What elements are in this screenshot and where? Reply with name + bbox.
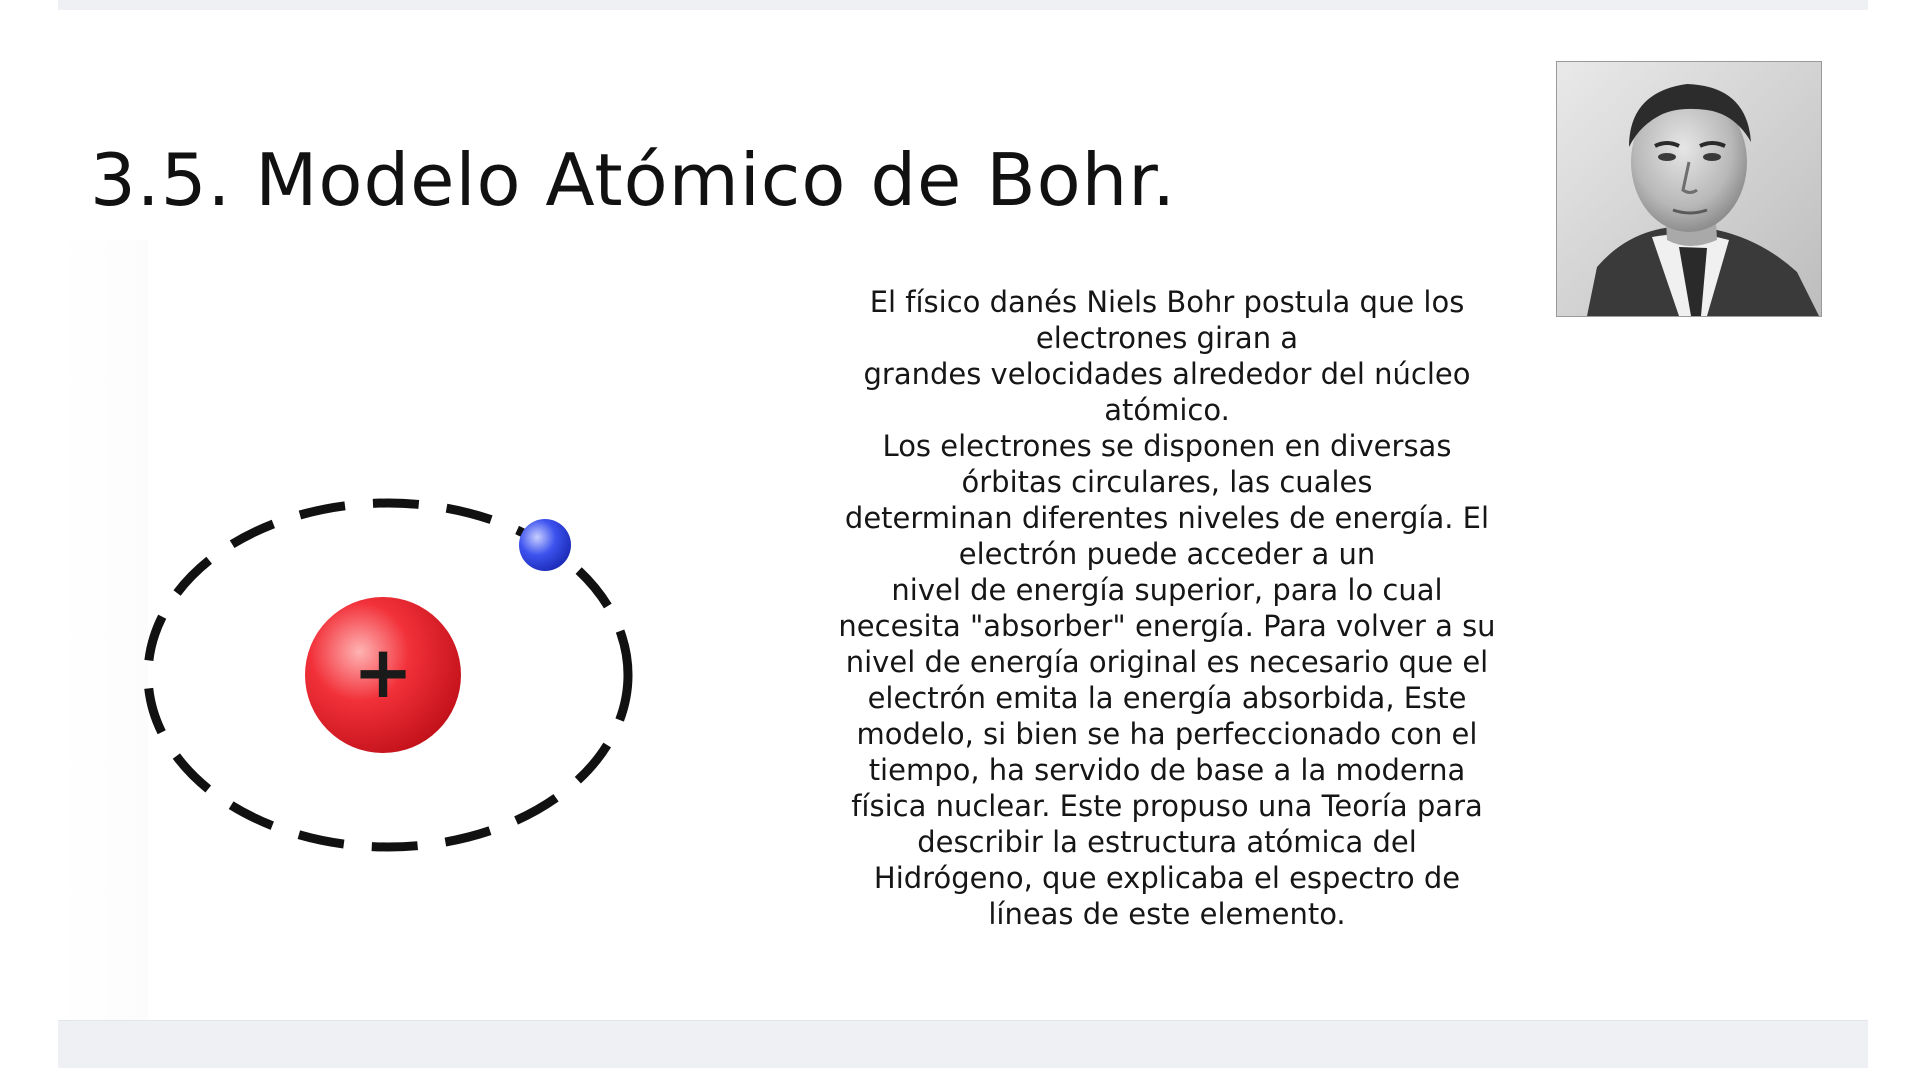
electron xyxy=(519,519,571,571)
niels-bohr-portrait xyxy=(1556,61,1822,317)
slide-bottom-band xyxy=(58,1020,1868,1068)
slide-body-text: El físico danés Niels Bohr postula que los electrones giran a grandes velocidades alrededor del núcleo atómico. Los electrones se disponen en diversas órbitas circulares, las cuales determinan diferentes niveles de energía. El electrón puede acceder a un nivel de energía superior, para lo cual necesita "absorber" energía. Para volver a su nivel de energía original es necesario que el electrón emita la energía absorbida, Este modelo, si bien se ha perfeccionado con el tiempo, ha servido de base a la moderna física nuclear. Este propuso una Teoría para describir la estructura atómica del Hidrógeno, que explicaba el espectro de líneas de este elemento. xyxy=(838,285,1496,931)
bohr-atom-diagram xyxy=(130,485,650,865)
nucleus-plus-sign: + xyxy=(352,630,414,714)
portrait-image xyxy=(1557,62,1821,316)
atom-svg xyxy=(130,485,650,865)
slide-title: 3.5. Modelo Atómico de Bohr. xyxy=(90,138,1177,222)
